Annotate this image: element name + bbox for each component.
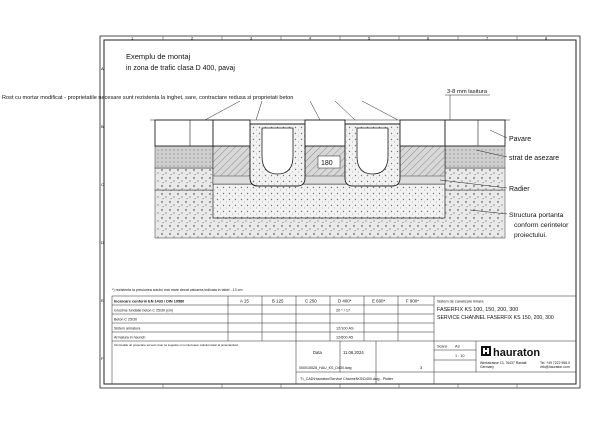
row-label-1: Grosime fundatie beton C 25/30 (cm) <box>114 308 174 313</box>
bedding-left <box>155 146 213 168</box>
load-classes <box>240 299 419 304</box>
row-value-3: 12/100 AS <box>336 326 354 331</box>
base-label-1: Structura portanta <box>509 212 564 219</box>
class-c250: C 250 <box>305 298 317 304</box>
base-label-3: proiectului. <box>514 232 547 239</box>
row-label-4: Armatura in haunch <box>114 335 146 340</box>
product-line-1: FASERFIX KS 100, 150, 200, 300 <box>437 307 519 313</box>
company-address-2: Germany <box>480 365 494 369</box>
svg-text:3: 3 <box>250 35 253 41</box>
svg-text:8: 8 <box>545 35 548 41</box>
company-email: info@hauraton.com <box>540 365 570 369</box>
footnote: *) rezistenta la presiunea solului mai mare decat valoarea indicata in tabel - 13 cm <box>112 288 243 292</box>
load-table-rows <box>114 309 354 340</box>
svg-text:E: E <box>101 298 104 303</box>
class-d400: D 400* <box>338 298 352 304</box>
gap-label: 3-8 mm lasitura <box>447 89 487 95</box>
class-b125: B 125 <box>272 298 284 304</box>
row-label-2: Beton C 25/30 <box>114 317 137 322</box>
design-note: Informatiile de proiectare servesc doar ca sugestie si nu inlocuiesc calculul static al proiectantului. <box>114 343 239 347</box>
scale-label: Scara <box>437 344 447 349</box>
company-address-1: Werkstrasse 13, 76437 Rastatt <box>480 361 527 365</box>
base-label-2: conform cerintelor <box>514 222 569 229</box>
bedding-right <box>445 146 505 168</box>
joint-leaders <box>205 101 398 120</box>
svg-text:B: B <box>101 124 104 129</box>
dimension-label: 180 <box>321 160 333 167</box>
svg-text:4: 4 <box>309 35 312 41</box>
company-phone: Tel. +49 7222 958-0 <box>540 361 571 365</box>
svg-text:F: F <box>101 356 104 361</box>
class-e600: E 600* <box>372 298 386 304</box>
drawing-number: 000015528_HAU_KS_D400.dwg <box>299 366 352 370</box>
row-value-4: 12/600 A5 <box>336 335 354 340</box>
svg-text:D: D <box>101 240 104 245</box>
svg-text:6: 6 <box>427 35 430 41</box>
product-line-2: SERVICE CHANNEL FASERFIX KS 150, 200, 300 <box>437 315 554 321</box>
product-header: Sistem de canalizare liniara <box>437 299 484 304</box>
load-row-label: Incarcare conform EN 1433 / DIN 19580 <box>114 299 185 304</box>
row-label-3: Sistem armatura <box>114 326 141 331</box>
revision: 3 <box>420 365 423 370</box>
sheet-size: A3 <box>455 344 460 349</box>
svg-text:5: 5 <box>368 35 371 41</box>
drawing-path: T:\_CAD\Hauraton\Service Channel\KS\D400.dwg - Plotter <box>300 377 394 381</box>
row-value-1: 20 * / 17 <box>336 308 351 313</box>
title-line-1: Exemplu de montaj <box>126 52 191 61</box>
svg-text:C: C <box>101 182 104 187</box>
class-a15: A 15 <box>240 298 249 304</box>
joint-note: Rost cu mortar modificat - proprietatile necesare sunt rezistenta la inghet, sare, contractare redusa si proprietati beton <box>2 95 294 101</box>
svg-text:7: 7 <box>486 35 489 41</box>
date-label: Data <box>313 350 322 355</box>
date-value: 11.06.2024 <box>343 350 364 355</box>
hauraton-logo <box>481 346 540 359</box>
bedding-label: strat de asezare <box>509 155 560 162</box>
svg-text:A: A <box>101 66 104 71</box>
svg-text:2: 2 <box>191 35 194 41</box>
paving-left <box>155 120 213 146</box>
company-name: hauraton <box>493 347 541 359</box>
cross-section <box>150 120 510 238</box>
paving-label: Pavare <box>509 136 532 143</box>
class-f900: F 900* <box>406 298 419 304</box>
haunch-label: Radier <box>509 186 530 193</box>
scale-value: 1 : 10 <box>455 354 465 358</box>
svg-text:1: 1 <box>131 35 134 41</box>
title-line-2: in zona de trafic clasa D 400, pavaj <box>126 65 235 72</box>
concrete-foundation <box>213 184 445 218</box>
